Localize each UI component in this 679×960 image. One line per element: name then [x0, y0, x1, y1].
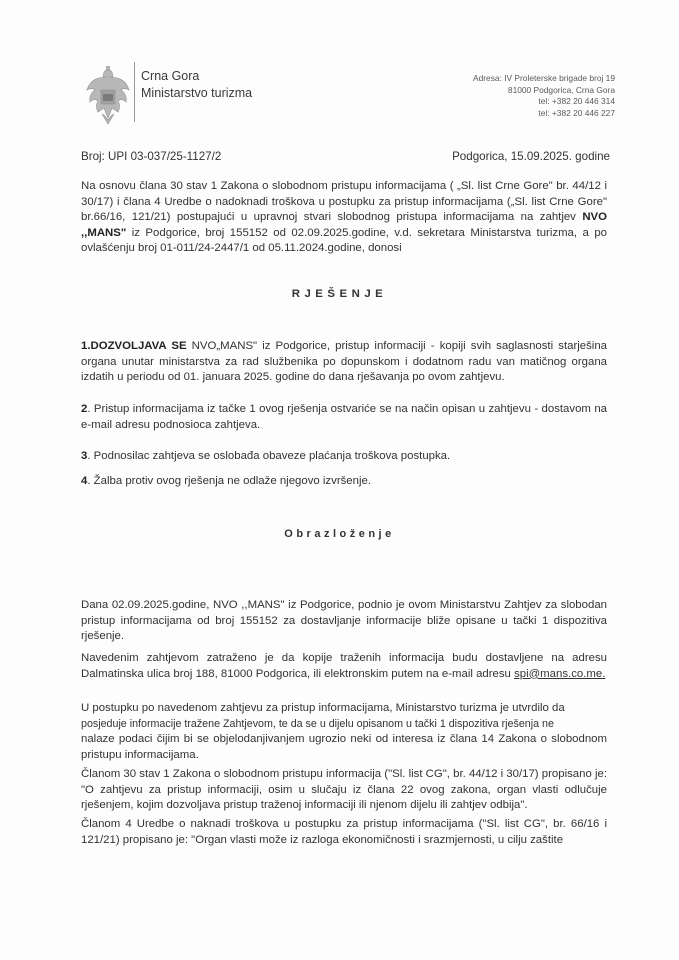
place-date: Podgorica, 15.09.2025. godine [452, 150, 610, 163]
address-line: 81000 Podgorica, Crna Gora [507, 84, 615, 95]
decision-item-2: 2. Pristup informacijama iz tačke 1 ovog rješenja ostvariće se na način opisan u zahtjevu - dostavom na e-mail adresu podnosioca zahtjeva. [81, 403, 607, 431]
address-block [473, 73, 615, 119]
address-line: Adresa: IV Proleterske brigade broj 19 [473, 73, 615, 83]
reasoning-paragraph-3: U postupku po navedenom zahtjevu za pristup informacijama, Ministarstvo turizma je utvrdilo da posjeduje informacije tražene Zahtjevom, te da se u dijelu opisanom u tački 1 dispozitiva rješenja ne nalaze podaci čijim bi se objelodanjivanjem ugrozio neki od interesa iz člana 14 Zakona o slobodnom pristupu informacijama. [81, 702, 607, 761]
reasoning-paragraph-4: Članom 30 stav 1 Zakona o slobodnom pristupu informacija ("Sl. list CG", br. 44/12 i 30/17) propisano je: "O zahtjevu za pristup informaciji, osim u slučaju iz člana 22 ovog zakona, organ vlasti odlučuje rješenjem, kojim dozvoljava pristup traženoj informaciji ili njenom dijelu ili zahtjev odbija". [81, 768, 607, 812]
document-number: Broj: UPI 03-037/25-1127/2 [81, 150, 222, 163]
decision-title: RJEŠENJE [291, 288, 388, 300]
country-name: Crna Gora [141, 69, 200, 83]
reasoning-paragraph-5: Članom 4 Uredbe o naknadi troškova u postupku za pristup informacijama ("Sl. list CG", br. 66/16 i 121/21) propisano je: "Organ vlasti može iz razloga ekonomičnosti i srazmjernosti, u cilju zaštite [81, 818, 607, 846]
phone-line: tel: +382 20 446 227 [538, 107, 615, 118]
document-meta [81, 150, 610, 163]
decision-item-3: 3. Podnosilac zahtjeva se oslobađa obaveze plaćanja troškova postupka. [81, 450, 451, 462]
phone-line: tel: +382 20 446 314 [538, 96, 615, 106]
reasoning-paragraph-2: Navedenim zahtjevom zatraženo je da kopije traženih informacija budu dostavljene na adresu Dalmatinska ulica broj 188, 81000 Podgorica, ili elektronskim putem na e-mail adresu spi@mans.co.me. [81, 652, 607, 680]
organization-block [141, 68, 252, 102]
requester-name: NVO ,,MANS" [81, 211, 607, 239]
reasoning-title: Obrazloženje [284, 528, 395, 540]
reasoning-paragraph-1: Dana 02.09.2025.godine, NVO ,,MANS" iz Podgorice, podnio je ovom Ministarstvu Zahtjev za slobodan pristup informacijama od broj 155152 za dostavljanje informacije bliže opisane u tački 1 dispozitiva rješenje. [81, 599, 607, 643]
header-divider [134, 62, 135, 122]
intro-paragraph: Na osnovu člana 30 stav 1 Zakona o slobodnom pristupu informacijama ( „Sl. list Crne Gore" br. 44/12 i 30/17) i člana 4 Uredbe o nadoknadi troškova u postupku za pristup informacijama („Sl. list Crne Gore" br.66/16, 121/21) postupajući u upravnoj stvari slobodnog pristupa informacijama na zahtjev NVO ,,MANS" iz Podgorice, broj 155152 od 02.09.2025.godine, v.d. sekretara Ministarstva turizma, a po ovlašćenju broj 01-011/24-2447/1 od 05.11.2024.godine, donosi [81, 180, 607, 255]
decision-item-4: 4. Žalba protiv ovog rješenja ne odlaže njegovo izvršenje. [81, 475, 372, 487]
email-link[interactable]: spi@mans.co.me. [514, 667, 606, 680]
coat-of-arms-icon [84, 66, 132, 126]
ministry-name: Ministarstvo turizma [141, 86, 253, 100]
decision-item-1: 1.DOZVOLJAVA SE NVO„MANS" iz Podgorice, pristup informaciji - kopiji svih saglasnosti starješina organa unutar ministarstva za rad službenika po dopunskom i dodatnom radu van matičnog organa izdatih u periodu od 01. januara 2025. godine do dana rješavanja po ovom zahtjevu. [81, 340, 607, 384]
